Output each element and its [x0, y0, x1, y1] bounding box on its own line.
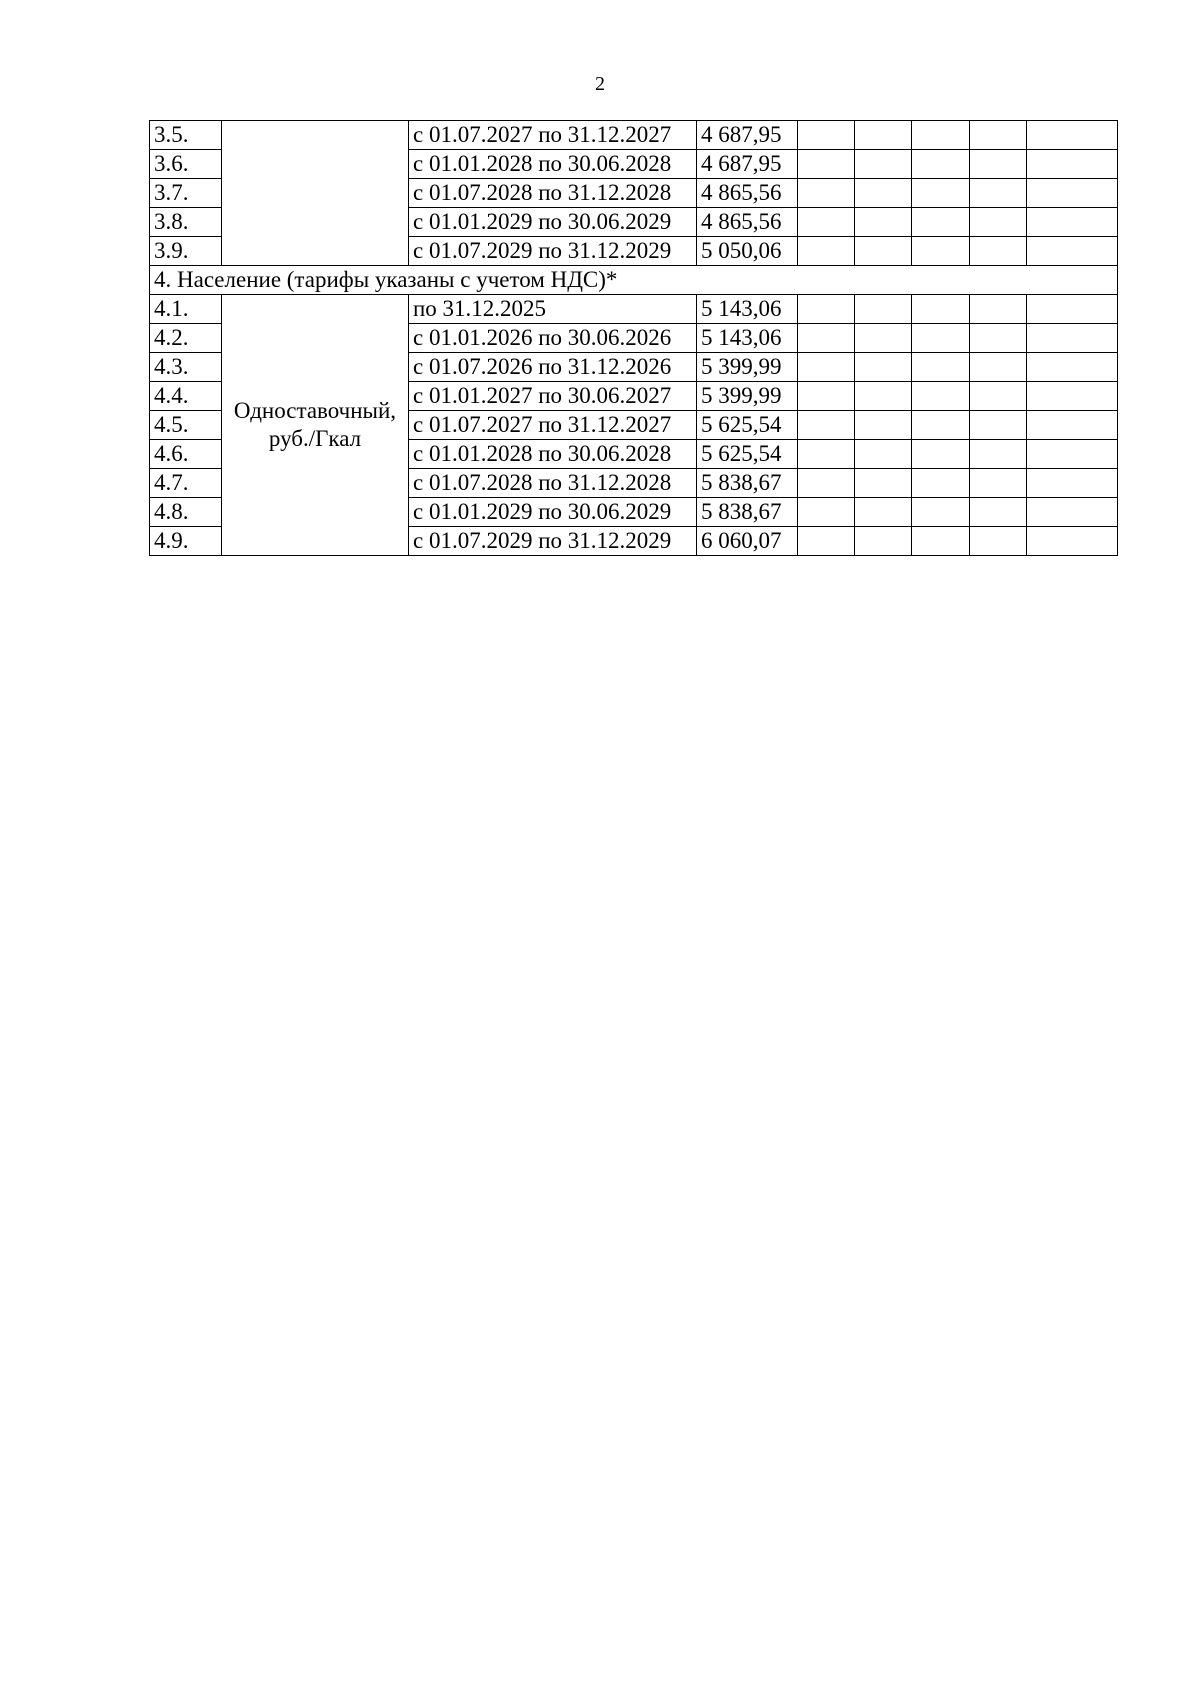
period-cell: с 01.01.2028 по 30.06.2028 [409, 150, 697, 179]
tariff-value-cell: 6 060,07 [697, 527, 798, 556]
tariff-value-cell: 5 625,54 [697, 411, 798, 440]
empty-cell [798, 121, 855, 150]
empty-cell [970, 411, 1027, 440]
tariff-value-cell: 5 838,67 [697, 498, 798, 527]
empty-cell [798, 179, 855, 208]
empty-cell [1027, 121, 1118, 150]
tariff-unit-line: руб./Гкал [268, 426, 362, 451]
empty-cell [970, 353, 1027, 382]
empty-cell [912, 324, 970, 353]
empty-cell [798, 324, 855, 353]
tariff-value-cell: 4 687,95 [697, 150, 798, 179]
tariff-type-cell [222, 295, 409, 556]
period-cell: с 01.07.2029 по 31.12.2029 [409, 237, 697, 266]
empty-cell [1027, 150, 1118, 179]
empty-cell [912, 121, 970, 150]
empty-cell [1027, 382, 1118, 411]
empty-cell [1027, 179, 1118, 208]
period-cell: с 01.07.2027 по 31.12.2027 [409, 121, 697, 150]
empty-cell [855, 353, 912, 382]
empty-cell [912, 527, 970, 556]
tariff-value-cell: 4 865,56 [697, 208, 798, 237]
row-number: 4.9. [150, 527, 222, 556]
empty-cell [970, 498, 1027, 527]
row-number: 3.7. [150, 179, 222, 208]
empty-cell [970, 208, 1027, 237]
row-number: 4.8. [150, 498, 222, 527]
row-number: 3.6. [150, 150, 222, 179]
empty-cell [970, 150, 1027, 179]
tariff-value-cell: 5 143,06 [697, 324, 798, 353]
tariff-table [149, 120, 1118, 556]
tariff-value-cell: 5 625,54 [697, 440, 798, 469]
row-number: 4.5. [150, 411, 222, 440]
empty-cell [970, 469, 1027, 498]
empty-cell [798, 382, 855, 411]
row-number: 4.3. [150, 353, 222, 382]
period-cell: с 01.07.2028 по 31.12.2028 [409, 179, 697, 208]
empty-cell [912, 208, 970, 237]
empty-cell [855, 469, 912, 498]
empty-cell [1027, 237, 1118, 266]
empty-cell [1027, 527, 1118, 556]
empty-cell [855, 150, 912, 179]
tariff-value-cell: 5 838,67 [697, 469, 798, 498]
period-cell: с 01.07.2028 по 31.12.2028 [409, 469, 697, 498]
row-number: 4.7. [150, 469, 222, 498]
empty-cell [1027, 411, 1118, 440]
empty-cell [970, 179, 1027, 208]
period-cell: с 01.01.2027 по 30.06.2027 [409, 382, 697, 411]
row-number: 4.6. [150, 440, 222, 469]
period-cell: с 01.01.2026 по 30.06.2026 [409, 324, 697, 353]
empty-cell [970, 295, 1027, 324]
empty-cell [855, 411, 912, 440]
empty-cell [970, 237, 1027, 266]
empty-cell [1027, 295, 1118, 324]
tariff-value-cell: 4 865,56 [697, 179, 798, 208]
group4-rows [150, 295, 1118, 556]
empty-cell [798, 469, 855, 498]
empty-cell [912, 179, 970, 208]
empty-cell [855, 324, 912, 353]
empty-cell [1027, 469, 1118, 498]
empty-cell [798, 150, 855, 179]
row-number: 4.2. [150, 324, 222, 353]
empty-cell [855, 179, 912, 208]
empty-cell [912, 353, 970, 382]
empty-cell [798, 208, 855, 237]
group3-rows [150, 121, 1118, 266]
empty-cell [1027, 324, 1118, 353]
empty-cell [912, 237, 970, 266]
section-header-row [150, 266, 1118, 295]
period-cell: с 01.01.2029 по 30.06.2029 [409, 208, 697, 237]
empty-cell [912, 150, 970, 179]
empty-cell [912, 440, 970, 469]
tariff-type-line: Одноставочный, [233, 398, 397, 423]
empty-cell [912, 295, 970, 324]
empty-cell [855, 208, 912, 237]
row-number: 3.8. [150, 208, 222, 237]
empty-cell [855, 382, 912, 411]
empty-cell [912, 498, 970, 527]
empty-cell [1027, 498, 1118, 527]
empty-cell [798, 295, 855, 324]
tariff-type-cell [222, 121, 409, 266]
tariff-value-cell: 4 687,95 [697, 121, 798, 150]
empty-cell [912, 469, 970, 498]
empty-cell [798, 411, 855, 440]
period-cell: с 01.01.2028 по 30.06.2028 [409, 440, 697, 469]
empty-cell [855, 440, 912, 469]
empty-cell [970, 382, 1027, 411]
empty-cell [855, 237, 912, 266]
empty-cell [1027, 353, 1118, 382]
empty-cell [798, 440, 855, 469]
empty-cell [1027, 208, 1118, 237]
empty-cell [855, 527, 912, 556]
empty-cell [798, 527, 855, 556]
empty-cell [970, 324, 1027, 353]
period-cell: с 01.07.2027 по 31.12.2027 [409, 411, 697, 440]
period-cell: с 01.01.2029 по 30.06.2029 [409, 498, 697, 527]
tariff-value-cell: 5 399,99 [697, 382, 798, 411]
empty-cell [970, 121, 1027, 150]
empty-cell [798, 498, 855, 527]
tariff-value-cell: 5 050,06 [697, 237, 798, 266]
empty-cell [970, 527, 1027, 556]
row-number: 3.9. [150, 237, 222, 266]
empty-cell [912, 382, 970, 411]
page-number: 2 [595, 73, 605, 95]
section-title: 4. Население (тарифы указаны с учетом НДС)* [150, 266, 1118, 295]
row-number: 3.5. [150, 121, 222, 150]
empty-cell [855, 121, 912, 150]
empty-cell [855, 295, 912, 324]
empty-cell [798, 237, 855, 266]
period-cell: с 01.07.2029 по 31.12.2029 [409, 527, 697, 556]
table-row [150, 121, 1118, 150]
empty-cell [798, 353, 855, 382]
period-cell: по 31.12.2025 [409, 295, 697, 324]
row-number: 4.1. [150, 295, 222, 324]
tariff-value-cell: 5 399,99 [697, 353, 798, 382]
tariff-value-cell: 5 143,06 [697, 295, 798, 324]
empty-cell [912, 411, 970, 440]
empty-cell [1027, 440, 1118, 469]
empty-cell [970, 440, 1027, 469]
table-row [150, 295, 1118, 324]
period-cell: с 01.07.2026 по 31.12.2026 [409, 353, 697, 382]
row-number: 4.4. [150, 382, 222, 411]
empty-cell [855, 498, 912, 527]
